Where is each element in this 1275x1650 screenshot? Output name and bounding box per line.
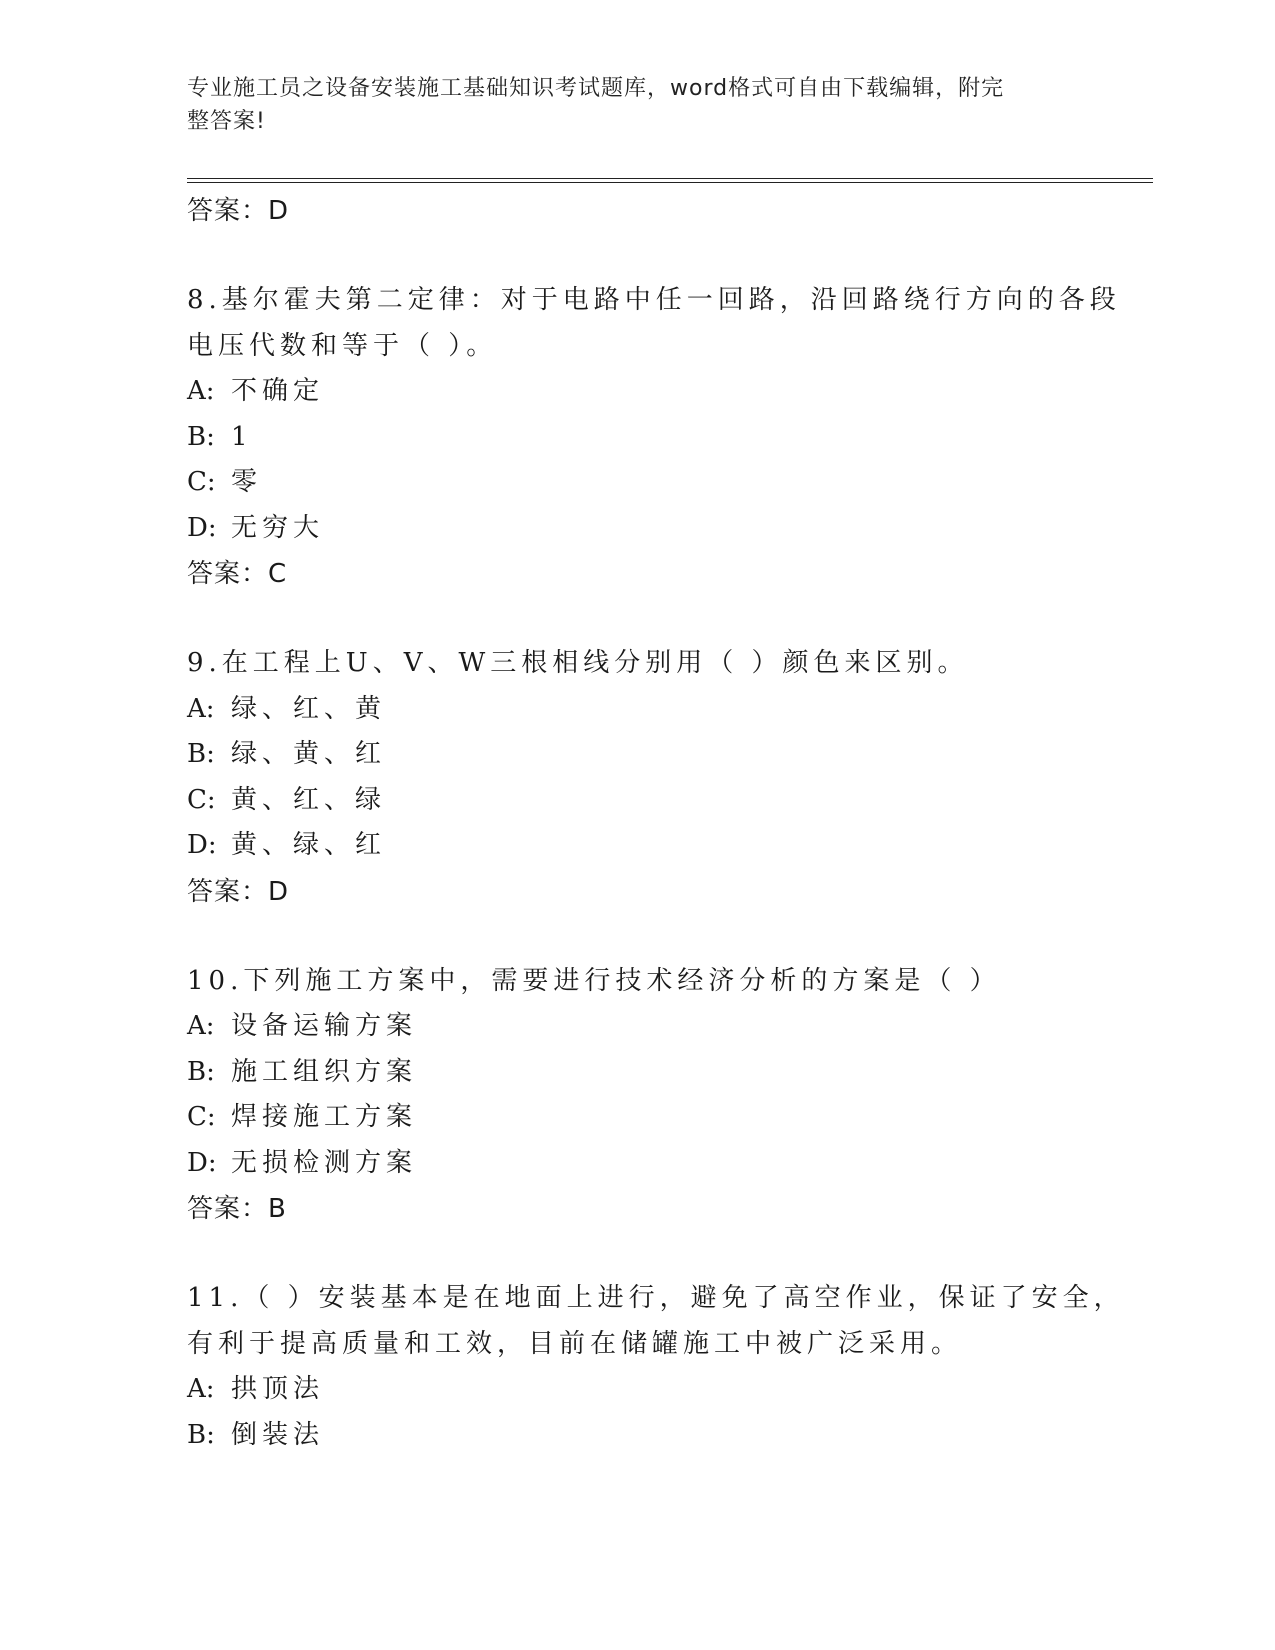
option-letter: D: xyxy=(187,1147,217,1178)
question-text: 9.在工程上U、V、W三根相线分别用（ ）颜色来区别。 xyxy=(187,648,969,678)
option-c xyxy=(187,460,1087,506)
option-text: 黄、红、绿 xyxy=(231,784,387,815)
option-letter: C: xyxy=(187,467,216,497)
option-letter: B: xyxy=(187,1056,215,1087)
option-text: 不确定 xyxy=(231,376,325,406)
option-a xyxy=(187,687,1087,733)
option-letter: A: xyxy=(187,1011,215,1041)
option-letter: C: xyxy=(187,1102,216,1132)
option-d xyxy=(187,1141,1087,1187)
option-text: 黄、绿、红 xyxy=(231,830,387,860)
answer-line: 答案：C xyxy=(187,559,288,589)
option-d xyxy=(187,506,1087,552)
option-a xyxy=(187,1367,1087,1413)
option-c xyxy=(187,1095,1087,1141)
option-letter: A: xyxy=(187,1374,215,1404)
header-divider xyxy=(187,178,1153,179)
question-9 xyxy=(187,641,1087,915)
question-list xyxy=(187,188,1125,1458)
option-text: 绿、黄、红 xyxy=(231,739,387,769)
question-10 xyxy=(187,959,1087,1233)
header-line: 专业施工员之设备安装施工基础知识考试题库，word格式可自由下载编辑，附完 xyxy=(187,76,1005,101)
question-text: 电压代数和等于（ ）。 xyxy=(187,330,498,361)
option-text: 1 xyxy=(231,421,253,452)
option-letter: B: xyxy=(187,1419,215,1450)
option-a xyxy=(187,1004,1087,1050)
option-letter: A: xyxy=(187,376,215,406)
option-text: 无穷大 xyxy=(231,512,325,543)
answer-line: 答案：B xyxy=(187,1194,287,1224)
option-text: 设备运输方案 xyxy=(231,1011,418,1041)
option-b xyxy=(187,732,1087,778)
option-text: 无损检测方案 xyxy=(231,1147,418,1178)
question-text: 11.（ ）安装基本是在地面上进行，避免了高空作业，保证了安全， xyxy=(187,1283,1125,1313)
question-8 xyxy=(187,278,1121,597)
document-header xyxy=(187,72,1067,138)
option-letter: A: xyxy=(187,693,215,724)
question-11 xyxy=(187,1276,1125,1458)
option-c xyxy=(187,778,1087,824)
option-letter: C: xyxy=(187,784,216,815)
option-letter: D: xyxy=(187,512,217,543)
option-letter: B: xyxy=(187,739,215,769)
option-b xyxy=(187,415,1087,461)
answer-line: 答案：D xyxy=(187,196,290,226)
option-text: 施工组织方案 xyxy=(231,1056,418,1087)
option-text: 倒装法 xyxy=(231,1419,325,1450)
option-text: 零 xyxy=(231,467,263,497)
option-b xyxy=(187,1050,1087,1096)
header-line: 整答案! xyxy=(187,109,266,134)
option-letter: B: xyxy=(187,421,215,452)
option-b xyxy=(187,1413,1087,1459)
option-text: 焊接施工方案 xyxy=(231,1102,418,1132)
answer-line: 答案：D xyxy=(187,876,290,907)
option-text: 绿、红、黄 xyxy=(231,693,387,724)
question-text: 10.下列施工方案中，需要进行技术经济分析的方案是（ ） xyxy=(187,965,1001,996)
header-divider xyxy=(187,182,1153,183)
option-text: 拱顶法 xyxy=(231,1374,325,1404)
option-d xyxy=(187,823,1087,869)
option-letter: D: xyxy=(187,830,217,860)
question-text: 有利于提高质量和工效，目前在储罐施工中被广泛采用。 xyxy=(187,1328,963,1359)
question-text: 8.基尔霍夫第二定律：对于电路中任一回路，沿回路绕行方向的各段 xyxy=(187,285,1121,315)
option-a xyxy=(187,369,1087,415)
